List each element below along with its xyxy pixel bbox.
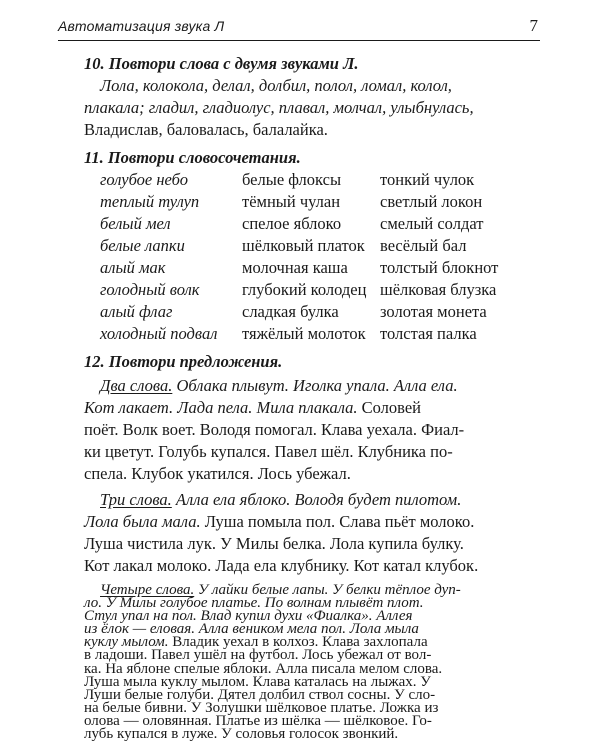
four-words-line-3: Стул упал на пол. Влад купил духи «Фиалка». Аллея [84, 608, 413, 625]
phrase: голубое небо [100, 170, 188, 189]
phrase: глубокий колодец [242, 280, 367, 299]
four-words-line-1: Четыре слова. У лайки белые лапы. У белки тёплое дуп- [100, 582, 461, 598]
four-words-line-4: из ёлок — еловая. Алла веником мела пол. Лола мыла [84, 621, 419, 638]
three-words-line-4: Кот лакал молоко. Лада ела клубнику. Кот катал клубок. [84, 556, 479, 575]
four-words-line-7: ка. На яблоне спелые яблоки. Алла писала мелом слова. [84, 660, 443, 677]
ex10-line-2: плакала; гладил, гладиолус, плавал, молчал, улыбнулась, [84, 98, 474, 117]
four-words-line-8: Луша мыла куклу мылом. Клава каталась на лыжах. У [84, 673, 431, 690]
ex10-line-3: Владислав, баловалась, балалайка. [84, 120, 328, 139]
three-words-line-3: Луша чистила лук. У Милы белка. Лола купила булку. [84, 534, 464, 553]
header-title: Автоматизация звука Л [58, 18, 225, 34]
phrase: весёлый бал [380, 236, 467, 255]
three-words-label: Три слова. [100, 490, 172, 509]
two-words-line-5: спела. Клубок укатился. Лось убежал. [84, 464, 351, 483]
three-words-line-1: Три слова. Алла ела яблоко. Володя будет пилотом. [100, 490, 462, 509]
four-words-line-12: лубь купался в луже. У соловья голосок звонкий. [84, 726, 399, 742]
two-words-label: Два слова. [100, 376, 173, 395]
phrase: белые флоксы [242, 170, 342, 189]
four-words-line-11: олова — оловянная. Платье из шёлка — шёлковое. Го- [84, 712, 432, 729]
phrase: алый мак [100, 258, 166, 277]
four-words-label: Четыре слова. [100, 582, 195, 598]
phrase: толстый блокнот [380, 258, 499, 277]
page-number: 7 [529, 16, 538, 35]
four-words-line-2: ло. У Милы голубое платье. По волнам плывёт плот. [84, 595, 424, 612]
exercise-12-title: 12. Повтори предложения. [84, 352, 283, 371]
four-words-line-5: куклу мылом. Владик уехал в колхоз. Клава захлопала [84, 634, 428, 651]
two-words-line-3: поёт. Волк воет. Володя помогал. Клава уехала. Фиал- [84, 420, 465, 439]
phrase: голодный волк [100, 280, 200, 299]
phrase: сладкая булка [242, 302, 339, 321]
phrase: теплый тулуп [100, 192, 200, 211]
two-words-line-1: Два слова. Облака плывут. Иголка упала. Алла ела. [100, 376, 458, 395]
ex10-line-1: Лола, колокола, делал, долбил, полол, ломал, колол, [100, 76, 452, 95]
phrase: золотая монета [380, 302, 487, 321]
phrase: белый мел [100, 214, 171, 233]
phrase: тяжёлый молоток [242, 324, 366, 343]
two-words-line-2: Кот лакает. Лада пела. Мила плакала. Соловей [84, 398, 421, 417]
phrase: шёлковый платок [242, 236, 365, 255]
four-words-line-9: Луши белые голуби. Дятел долбил ствол сосны. У сло- [84, 686, 436, 703]
running-header [58, 18, 540, 41]
exercise-11-title: 11. Повтори словосочетания. [84, 148, 301, 167]
phrase: шёлковая блузка [380, 280, 497, 299]
four-words-line-6: в ладоши. Павел ушёл на футбол. Лось убежал от вол- [84, 647, 432, 664]
three-words-line-2: Лола была мала. Луша помыла пол. Слава пьёт молоко. [84, 512, 475, 531]
four-words-line-10: на белые бивни. У Золушки шёлковое платье. Ложка из [84, 699, 439, 716]
phrase: спелое яблоко [242, 214, 342, 233]
phrase: тёмный чулан [242, 192, 341, 211]
phrase: светлый локон [380, 192, 483, 211]
phrase: молочная каша [242, 258, 348, 277]
phrase: толстая палка [380, 324, 477, 343]
phrase: тонкий чулок [380, 170, 475, 189]
phrase: смелый солдат [380, 214, 484, 233]
two-words-line-4: ки цветут. Голубь купался. Павел шёл. Клубника по- [84, 442, 453, 461]
exercise-10-title: 10. Повтори слова с двумя звуками Л. [84, 54, 359, 73]
phrase: холодный подвал [100, 324, 218, 343]
phrase: белые лапки [100, 236, 185, 255]
phrase: алый флаг [100, 302, 173, 321]
